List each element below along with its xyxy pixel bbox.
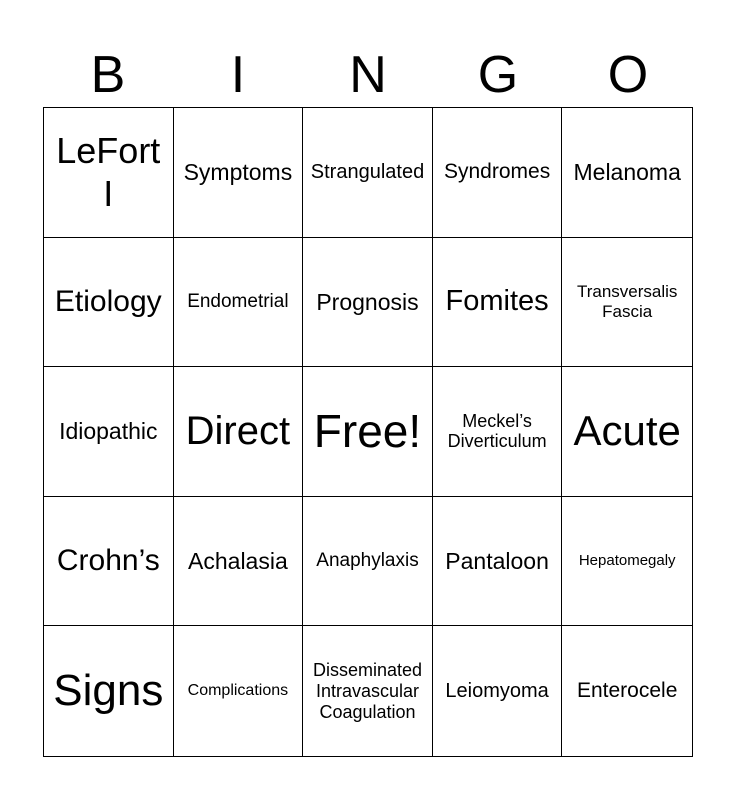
- header-letter-g: G: [477, 46, 519, 104]
- cell-text: Acute: [573, 407, 681, 455]
- bingo-cell[interactable]: [303, 108, 433, 238]
- cell-text: LeFort I: [56, 130, 161, 215]
- cell-text: Melanoma: [573, 159, 681, 186]
- bingo-cell[interactable]: [562, 497, 692, 627]
- bingo-cell[interactable]: [433, 626, 563, 756]
- cell-text: Disseminated Intravascular Coagulation: [312, 660, 423, 722]
- bingo-cell[interactable]: [44, 238, 174, 368]
- bingo-cell[interactable]: [44, 626, 174, 756]
- cell-text: Endometrial: [187, 290, 289, 312]
- cell-text: Leiomyoma: [445, 679, 549, 702]
- bingo-cell[interactable]: [433, 367, 563, 497]
- bingo-cell[interactable]: [174, 626, 304, 756]
- header-letter-i: I: [230, 46, 246, 104]
- cell-text: Pantaloon: [445, 547, 549, 574]
- cell-text: Crohn’s: [56, 543, 160, 577]
- bingo-cell[interactable]: [174, 108, 304, 238]
- cell-text: Syndromes: [443, 160, 551, 184]
- cell-text: Free!: [313, 405, 422, 458]
- cell-text: Hepatomegaly: [578, 552, 676, 570]
- bingo-cell[interactable]: [303, 626, 433, 756]
- bingo-cell[interactable]: [562, 367, 692, 497]
- bingo-cell[interactable]: [433, 108, 563, 238]
- bingo-cell[interactable]: [562, 238, 692, 368]
- bingo-cell[interactable]: [433, 497, 563, 627]
- bingo-cell[interactable]: [303, 238, 433, 368]
- cell-text: Prognosis: [316, 288, 419, 315]
- bingo-board: [43, 107, 693, 757]
- cell-text: Direct: [185, 409, 291, 454]
- cell-text: Complications: [187, 682, 289, 699]
- bingo-cell[interactable]: [562, 108, 692, 238]
- cell-text: Transversalis Fascia: [576, 282, 678, 321]
- header-letter-n: N: [349, 46, 387, 104]
- cell-text: Anaphylaxis: [316, 550, 419, 572]
- bingo-cell[interactable]: [44, 497, 174, 627]
- cell-text: Idiopathic: [59, 418, 158, 445]
- bingo-header: [43, 44, 693, 106]
- cell-text: Achalasia: [188, 547, 288, 574]
- cell-text: Etiology: [54, 284, 162, 318]
- bingo-cell[interactable]: [433, 238, 563, 368]
- bingo-cell[interactable]: [174, 238, 304, 368]
- cell-text: Meckel’s Diverticulum: [447, 410, 547, 452]
- cell-text: Enterocele: [576, 679, 678, 703]
- cell-text: Fomites: [445, 285, 549, 318]
- header-letter-b: B: [90, 46, 126, 104]
- cell-text: Symptoms: [183, 159, 293, 186]
- cell-text: Strangulated: [310, 160, 425, 183]
- bingo-cell[interactable]: [44, 367, 174, 497]
- bingo-cell[interactable]: [174, 497, 304, 627]
- bingo-cell[interactable]: [303, 367, 433, 497]
- bingo-cell[interactable]: [44, 108, 174, 238]
- bingo-cell[interactable]: [174, 367, 304, 497]
- bingo-cell[interactable]: [303, 497, 433, 627]
- bingo-cell[interactable]: [562, 626, 692, 756]
- cell-text: Signs: [53, 665, 164, 715]
- header-letter-o: O: [607, 46, 649, 104]
